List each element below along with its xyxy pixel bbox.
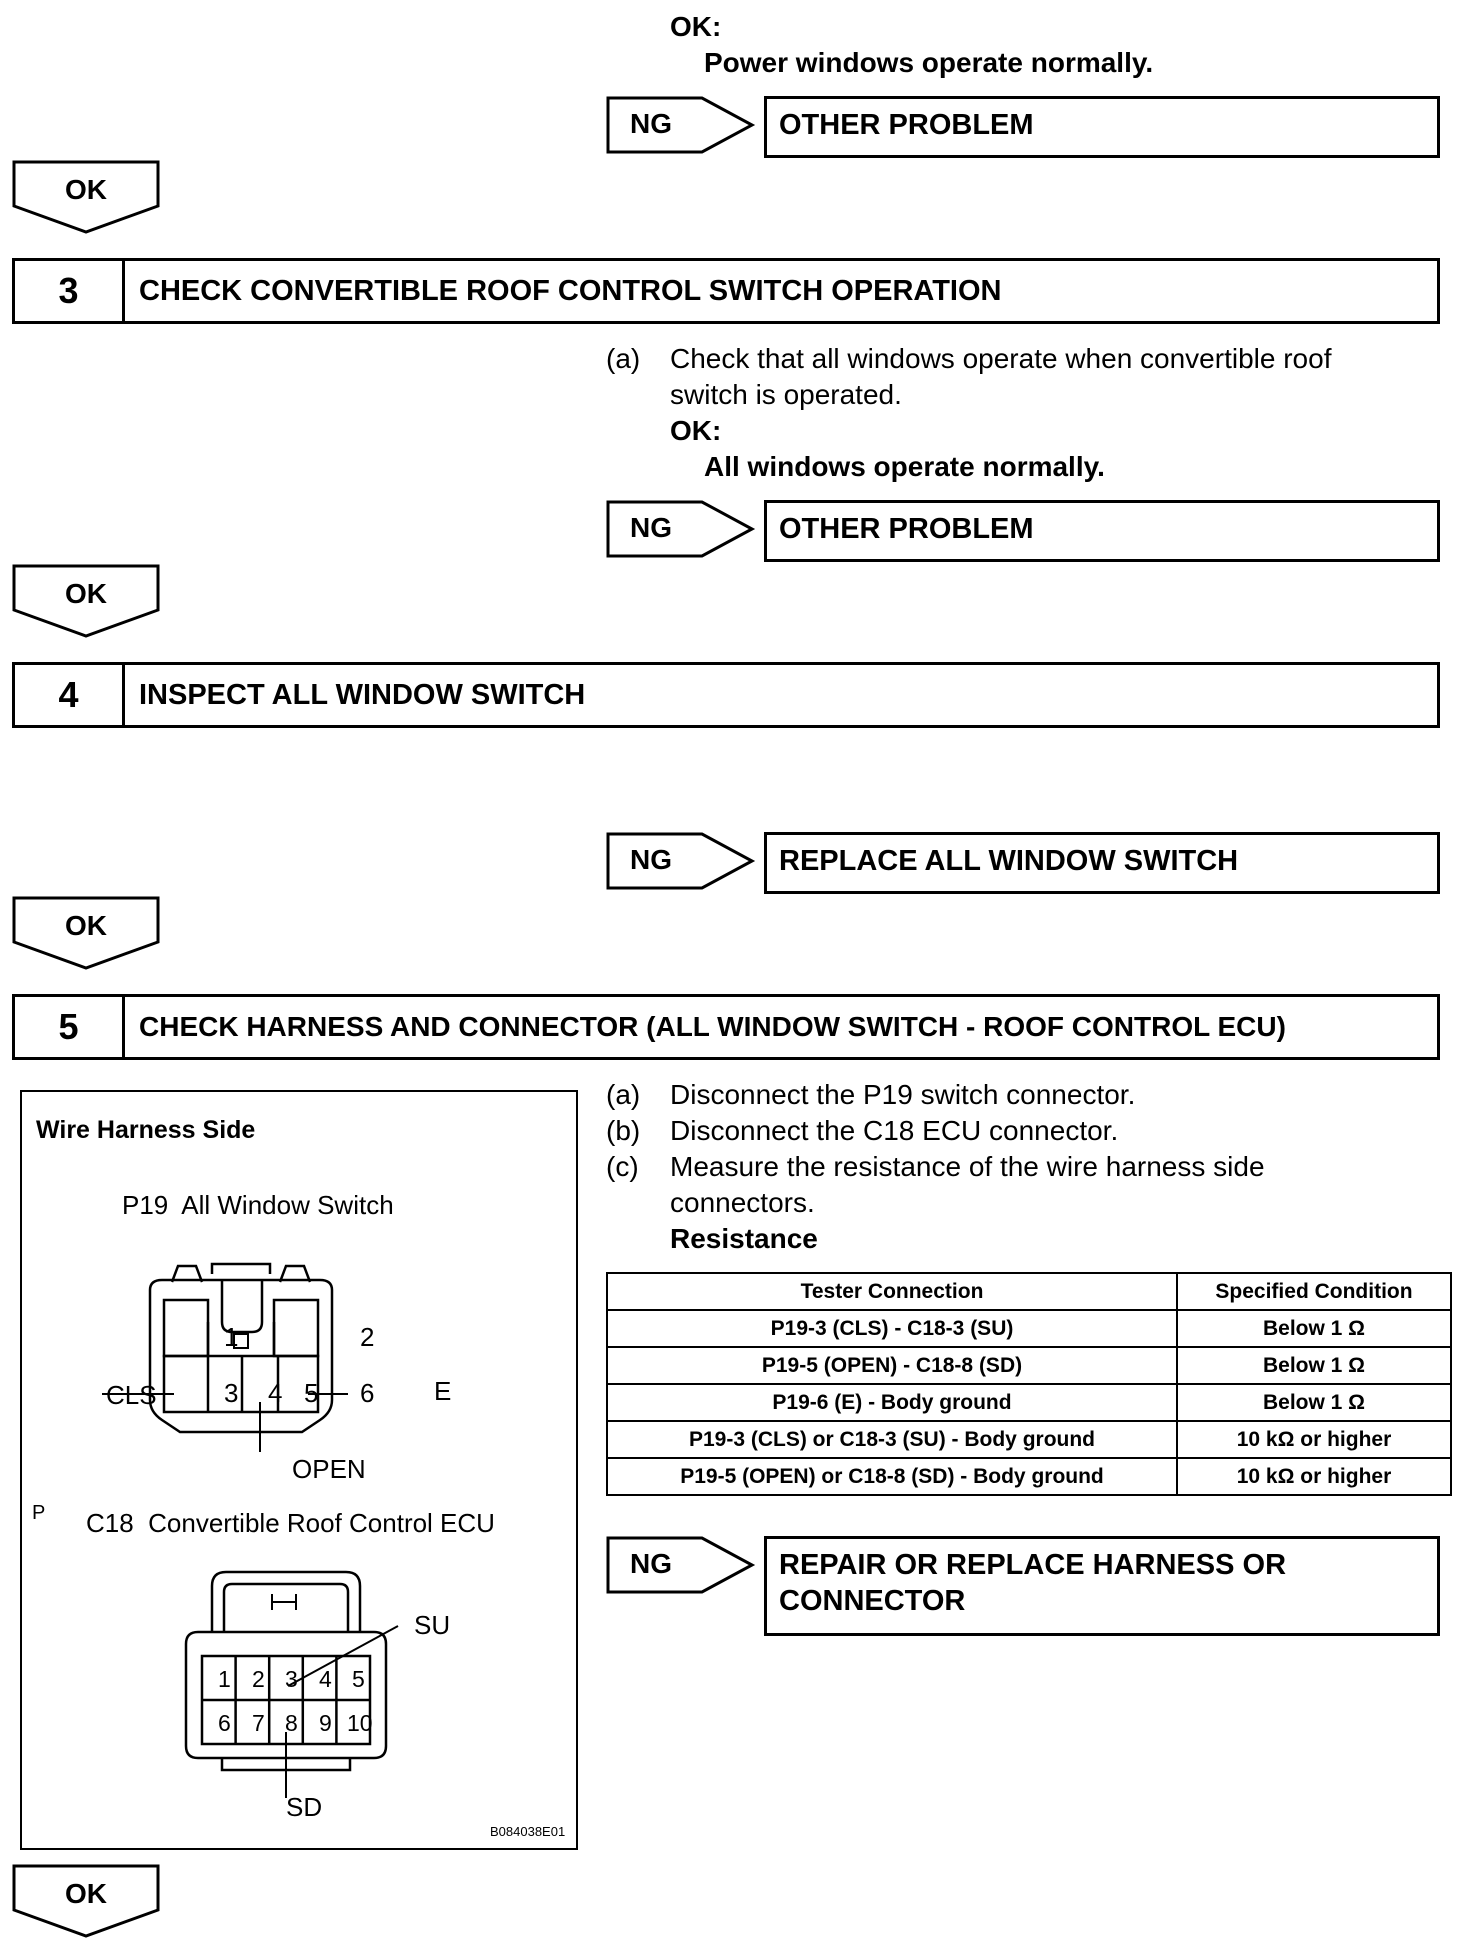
resistance-heading: Resistance [670, 1223, 818, 1254]
step-3-number: 3 [15, 261, 125, 321]
step3-a-marker: (a) [606, 343, 641, 374]
table-cell: 10 kΩ or higher [1177, 1458, 1451, 1495]
step-5-title: CHECK HARNESS AND CONNECTOR (ALL WINDOW SWITCH - ROOF CONTROL ECU) [139, 1011, 1286, 1042]
step-4-title: INSPECT ALL WINDOW SWITCH [139, 678, 586, 711]
table-cell: P19-5 (OPEN) or C18-8 (SD) - Body ground [607, 1458, 1177, 1495]
table-cell: 10 kΩ or higher [1177, 1421, 1451, 1458]
step5-b-text: Disconnect the C18 ECU connector. [670, 1115, 1119, 1146]
ng-label-1: NG [630, 108, 672, 139]
result-repair-harness: REPAIR OR REPLACE HARNESS OR CONNECTOR [764, 1536, 1440, 1636]
result-replace-switch: REPLACE ALL WINDOW SWITCH [764, 832, 1440, 894]
table-row [607, 1384, 1451, 1421]
ng-arrow-3 [606, 832, 756, 892]
figure-code: B084038E01 [490, 1824, 566, 1839]
c18-pin-8: 8 [285, 1710, 298, 1736]
table-header-condition: Specified Condition [1177, 1273, 1451, 1310]
table-header-row [607, 1273, 1451, 1310]
table-header-connection: Tester Connection [607, 1273, 1177, 1310]
step-3-title: CHECK CONVERTIBLE ROOF CONTROL SWITCH OPERATION [139, 274, 1002, 307]
step-3-header [12, 258, 1440, 324]
step3-a-line1: Check that all windows operate when convertible roof [670, 343, 1332, 374]
step3-a-line2: switch is operated. [670, 379, 902, 410]
c18-pin-10: 10 [347, 1710, 373, 1736]
ok-label-3: OK [65, 910, 107, 941]
table-cell: P19-5 (OPEN) - C18-8 (SD) [607, 1347, 1177, 1384]
wire-harness-figure [20, 1090, 578, 1850]
label-open: OPEN [292, 1454, 366, 1484]
label-cls: CLS [106, 1380, 157, 1410]
p19-connector-diagram [102, 1252, 382, 1462]
ng-label-4: NG [630, 1548, 672, 1579]
step5-c-marker: (c) [606, 1151, 639, 1182]
resistance-table [606, 1272, 1452, 1496]
p19-caption: P19 All Window Switch [122, 1190, 394, 1220]
c18-caption: C18 Convertible Roof Control ECU [86, 1508, 495, 1538]
top-ok-text: Power windows operate normally. [704, 47, 1154, 78]
step3-ok-heading: OK: [670, 415, 722, 446]
p19-pin-1: 1 [224, 1322, 239, 1352]
ng-label-2: NG [630, 512, 672, 543]
c18-pin-6: 6 [218, 1710, 231, 1736]
step-4-number: 4 [15, 665, 125, 725]
table-cell: Below 1 Ω [1177, 1347, 1451, 1384]
table-row [607, 1421, 1451, 1458]
step5-a-marker: (a) [606, 1079, 641, 1110]
ok-label-1: OK [65, 174, 107, 205]
ng-label-3: NG [630, 844, 672, 875]
c18-pin-3: 3 [285, 1666, 298, 1692]
p19-pin-2: 2 [360, 1322, 375, 1352]
table-cell: P19-6 (E) - Body ground [607, 1384, 1177, 1421]
figure-title: Wire Harness Side [36, 1116, 256, 1144]
table-row [607, 1310, 1451, 1347]
result-other-problem-1: OTHER PROBLEM [764, 96, 1440, 158]
label-su: SU [414, 1610, 451, 1640]
step5-b-marker: (b) [606, 1115, 641, 1146]
p-marker: P [32, 1502, 46, 1524]
top-ok-heading: OK: [670, 11, 722, 42]
label-e: E [434, 1376, 452, 1406]
step-5-header [12, 994, 1440, 1060]
ng-arrow-2 [606, 500, 756, 560]
p19-pin-3: 3 [224, 1378, 239, 1408]
table-row [607, 1347, 1451, 1384]
c18-pin-1: 1 [218, 1666, 231, 1692]
c18-pin-2: 2 [252, 1666, 265, 1692]
ng-arrow-4 [606, 1536, 756, 1596]
step-5-number: 5 [15, 997, 125, 1057]
ng-arrow-1 [606, 96, 756, 156]
step5-c-line2: connectors. [670, 1187, 815, 1218]
step-4-header [12, 662, 1440, 728]
result-other-problem-2: OTHER PROBLEM [764, 500, 1440, 562]
step3-ok-text: All windows operate normally. [704, 451, 1105, 482]
p19-pin-5: 5 [304, 1378, 319, 1408]
table-row [607, 1458, 1451, 1495]
step5-c-line1: Measure the resistance of the wire harness side [670, 1151, 1265, 1182]
c18-pin-5: 5 [352, 1666, 365, 1692]
p19-pin-4: 4 [268, 1378, 283, 1408]
p19-pin-6: 6 [360, 1378, 375, 1408]
table-cell: Below 1 Ω [1177, 1310, 1451, 1347]
label-sd: SD [286, 1792, 323, 1822]
table-cell: Below 1 Ω [1177, 1384, 1451, 1421]
ok-label-4: OK [65, 1878, 107, 1909]
ok-label-2: OK [65, 578, 107, 609]
c18-pin-4: 4 [319, 1666, 332, 1692]
table-cell: P19-3 (CLS) or C18-3 (SU) - Body ground [607, 1421, 1177, 1458]
c18-pin-7: 7 [252, 1710, 265, 1736]
c18-pin-9: 9 [319, 1710, 332, 1736]
step5-a-text: Disconnect the P19 switch connector. [670, 1079, 1136, 1110]
table-cell: P19-3 (CLS) - C18-3 (SU) [607, 1310, 1177, 1347]
